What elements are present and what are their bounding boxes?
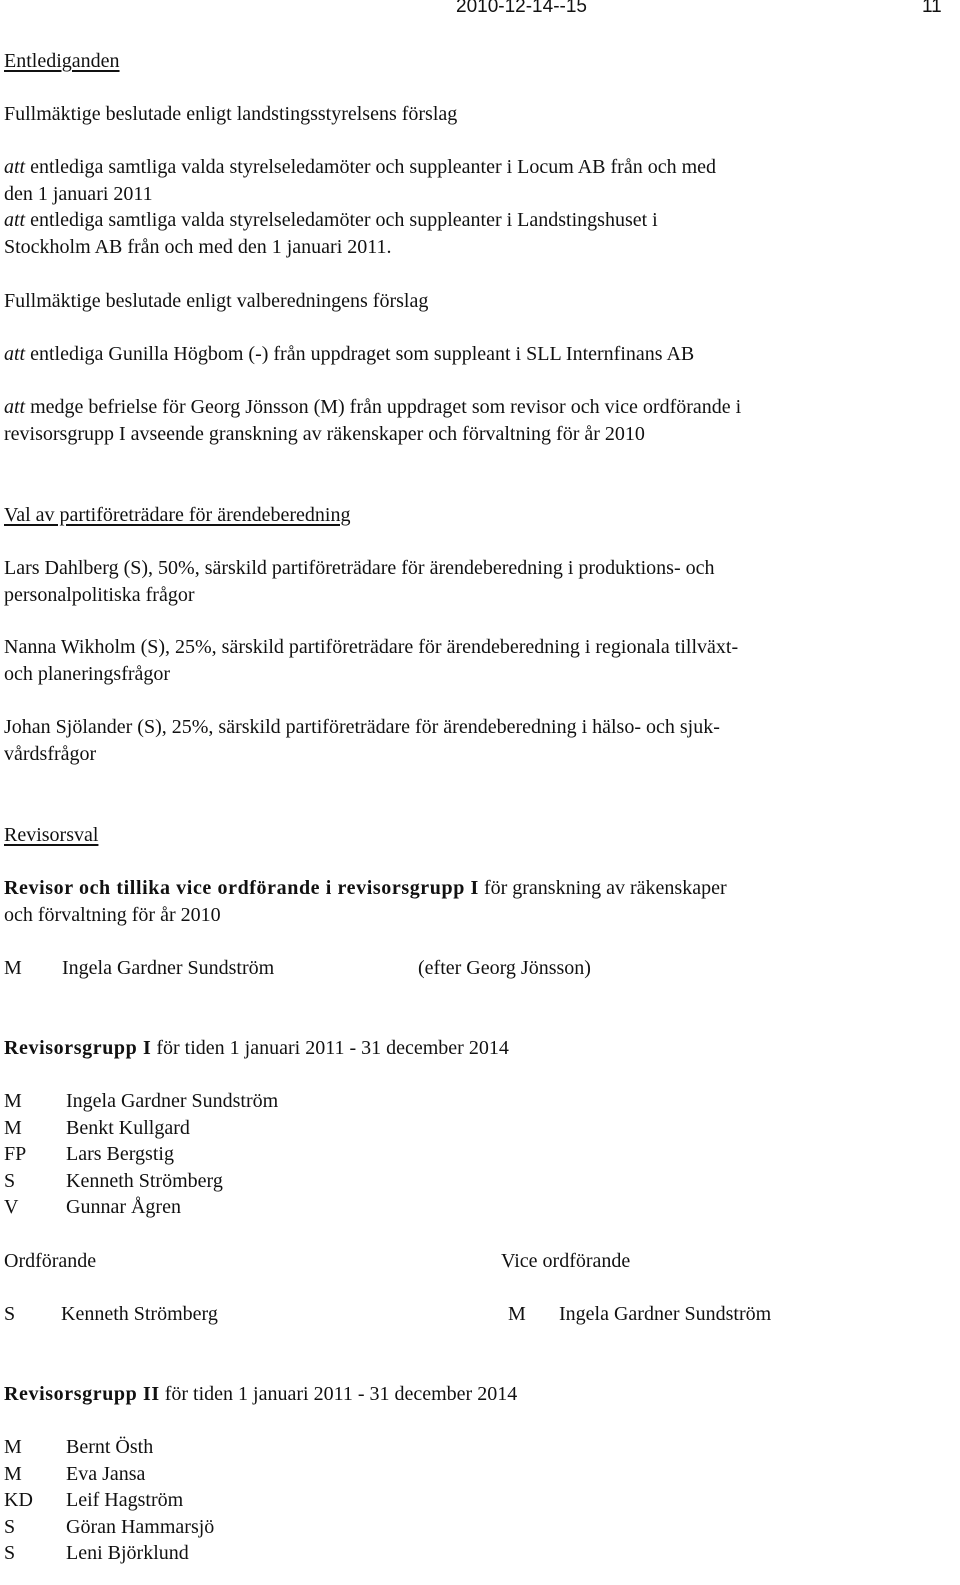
party-code: FP — [4, 1143, 27, 1165]
member-name: Eva Jansa — [66, 1462, 146, 1485]
member-row — [4, 1141, 278, 1168]
member-name: Leif Hagström — [66, 1489, 184, 1511]
section-heading-revisorsval: Revisorsval — [4, 824, 99, 846]
member-name: Leni Björklund — [66, 1542, 189, 1564]
party-code: KD — [4, 1489, 33, 1511]
appointment-text: Lars Dahlberg (S), 50%, särskild partiföreträdare för ärendeberedning i produktions- och — [4, 557, 715, 579]
party-code: V — [4, 1196, 19, 1218]
member-row — [4, 1115, 278, 1142]
section-heading-entlediganden: Entlediganden — [4, 50, 120, 72]
member-row — [4, 1434, 214, 1461]
chair-name: Kenneth Strömberg — [61, 1303, 218, 1325]
vice-chair-title: Revisor och tillika vice ordförande i revisorsgrupp I — [4, 877, 479, 899]
att-clause-text: entlediga samtliga valda styrelseledamöter och suppleanter i Locum AB från och med — [25, 156, 717, 178]
group-title-2 — [4, 1381, 517, 1408]
att-clause-1 — [4, 154, 716, 207]
appointment-paragraph-1 — [4, 555, 715, 608]
member-name: Kenneth Strömberg — [66, 1169, 223, 1192]
party-code: S — [4, 1303, 16, 1325]
party-code: M — [508, 1303, 526, 1325]
member-row — [4, 1514, 214, 1541]
vice-chair-appointment — [4, 875, 727, 928]
member-name: Ingela Gardner Sundström — [66, 1090, 279, 1112]
att-clause-text: Stockholm AB från och med den 1 januari 2011. — [4, 235, 392, 258]
decision-text-1: Fullmäktige beslutade enligt landstingsstyrelsens förslag — [4, 103, 458, 125]
member-row — [4, 1194, 278, 1221]
att-clause-text: den 1 januari 2011 — [4, 182, 153, 205]
page-number: 11 — [922, 0, 942, 17]
att-clause-2 — [4, 207, 658, 260]
appointment-paragraph-2 — [4, 634, 738, 687]
att-word: att — [4, 396, 26, 418]
group-title-1 — [4, 1035, 509, 1062]
member-row — [4, 1540, 214, 1567]
att-clause-text: medge befrielse för Georg Jönsson (M) från uppdraget som revisor och vice ordförande i — [25, 396, 742, 418]
member-name: Gunnar Ågren — [66, 1196, 181, 1218]
party-code: S — [4, 1169, 16, 1192]
att-clause-text: entlediga samtliga valda styrelseledamöter och suppleanter i Landstingshuset i — [25, 209, 658, 231]
att-word: att — [4, 343, 26, 365]
group-title-bold: Revisorsgrupp I — [4, 1037, 152, 1059]
att-word: att — [4, 209, 26, 231]
member-row — [4, 1461, 214, 1488]
group-2-members — [4, 1434, 214, 1567]
party-code: M — [4, 1090, 22, 1112]
member-name: Bernt Östh — [66, 1436, 154, 1458]
vice-chair-period: och förvaltning för år 2010 — [4, 903, 221, 926]
replacement-note: (efter Georg Jönsson) — [418, 957, 591, 979]
party-code: S — [4, 1515, 16, 1538]
att-clause-text: revisorsgrupp I avseende granskning av räkenskaper och förvaltning för år 2010 — [4, 422, 645, 445]
group-title-period: för tiden 1 januari 2011 - 31 december 2014 — [151, 1037, 509, 1059]
vice-chair-title-rest: för granskning av räkenskaper — [478, 877, 727, 899]
decision-text-2: Fullmäktige beslutade enligt valberedningens förslag — [4, 290, 429, 312]
vice-chair-label: Vice ordförande — [501, 1250, 631, 1272]
chair-row — [4, 1301, 218, 1328]
appointment-text: Johan Sjölander (S), 25%, särskild partiföreträdare för ärendeberedning i hälso- och sjuk- — [4, 716, 720, 738]
chair-label: Ordförande — [4, 1250, 97, 1272]
appointment-text: Nanna Wikholm (S), 25%, särskild partiföreträdare för ärendeberedning i regionala tillväxt- — [4, 636, 739, 658]
vice-chair-row — [4, 955, 591, 982]
appointment-paragraph-3 — [4, 714, 720, 767]
appointment-text: och planeringsfrågor — [4, 662, 171, 685]
member-row — [4, 1168, 278, 1195]
member-row — [4, 1487, 214, 1514]
section-heading-partiforetradare: Val av partiföreträdare för ärendeberedning — [4, 504, 351, 526]
group-title-bold: Revisorsgrupp II — [4, 1383, 160, 1405]
document-date: 2010-12-14--15 — [456, 0, 587, 17]
group-1-members — [4, 1088, 278, 1221]
appointment-text: vårdsfrågor — [4, 742, 97, 765]
party-code: M — [4, 1436, 22, 1458]
vice-chair-name: Ingela Gardner Sundström — [559, 1303, 772, 1325]
party-code: M — [4, 1116, 22, 1139]
member-name: Ingela Gardner Sundström — [62, 957, 275, 979]
appointment-text: personalpolitiska frågor — [4, 583, 195, 606]
member-name: Lars Bergstig — [66, 1143, 174, 1165]
vice-chair-name-row — [508, 1301, 771, 1328]
group-title-period: för tiden 1 januari 2011 - 31 december 2014 — [159, 1383, 518, 1405]
party-code: M — [4, 1462, 22, 1485]
member-name: Benkt Kullgard — [66, 1116, 190, 1139]
member-row — [4, 1088, 278, 1115]
party-code: M — [4, 957, 22, 979]
att-word: att — [4, 156, 26, 178]
member-name: Göran Hammarsjö — [66, 1515, 215, 1538]
att-clause-3 — [4, 341, 694, 368]
att-clause-4 — [4, 394, 741, 447]
att-clause-text: entlediga Gunilla Högbom (-) från uppdraget som suppleant i SLL Internfinans AB — [25, 343, 695, 365]
party-code: S — [4, 1542, 16, 1564]
